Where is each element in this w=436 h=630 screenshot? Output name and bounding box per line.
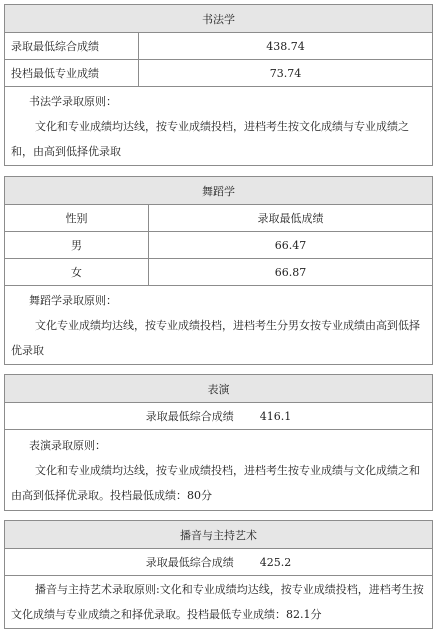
dance-principle-title: 舞蹈学录取原则： [29,293,117,307]
broadcasting-score-label: 录取最低综合成绩 [145,556,234,569]
performance-score-label: 录取最低综合成绩 [145,410,234,423]
performance-title: 表演 [5,375,433,403]
performance-score-value: 416.1 [259,410,292,423]
min-major-score-value: 73.74 [139,60,433,87]
gender-header: 性别 [5,205,149,232]
dance-table [4,176,433,365]
calligraphy-principle-title: 书法学录取原则： [29,94,117,108]
male-min-score: 66.47 [149,232,433,259]
broadcasting-title: 播音与主持艺术 [5,521,433,549]
broadcasting-score-row [5,549,433,576]
performance-principle [5,430,433,511]
gender-male: 男 [5,232,149,259]
performance-principle-text: 文化和专业成绩均达线，按专业成绩投档，进档考生按专业成绩与文化成绩之和由高到低择优录取。投档最低成绩：80分 [11,463,420,502]
calligraphy-principle [5,87,433,166]
calligraphy-principle-text: 文化和专业成绩均达线，按专业成绩投档，进档考生按文化成绩与专业成绩之和，由高到低择优录取 [11,119,409,158]
min-total-score-label: 录取最低综合成绩 [5,33,139,60]
female-min-score: 66.87 [149,259,433,286]
performance-principle-title: 表演录取原则： [29,438,106,452]
calligraphy-table [4,4,433,166]
broadcasting-principle [5,576,433,629]
dance-title: 舞蹈学 [5,177,433,205]
broadcasting-principle-text: 播音与主持艺术录取原则:文化和专业成绩均达线，按专业成绩投档，进档考生按文化成绩与专业成绩之和择优录取。投档最低专业成绩：82.1分 [11,583,424,621]
min-score-header: 录取最低成绩 [149,205,433,232]
gender-female: 女 [5,259,149,286]
dance-principle [5,286,433,365]
calligraphy-title: 书法学 [5,5,433,33]
broadcasting-score-value: 425.2 [259,556,292,569]
min-total-score-value: 438.74 [139,33,433,60]
dance-principle-text: 文化专业成绩均达线，按专业成绩投档，进档考生分男女按专业成绩由高到低择优录取 [11,318,420,357]
min-major-score-label: 投档最低专业成绩 [5,60,139,87]
broadcasting-table [4,520,433,629]
performance-table [4,374,433,511]
performance-score-row [5,403,433,430]
